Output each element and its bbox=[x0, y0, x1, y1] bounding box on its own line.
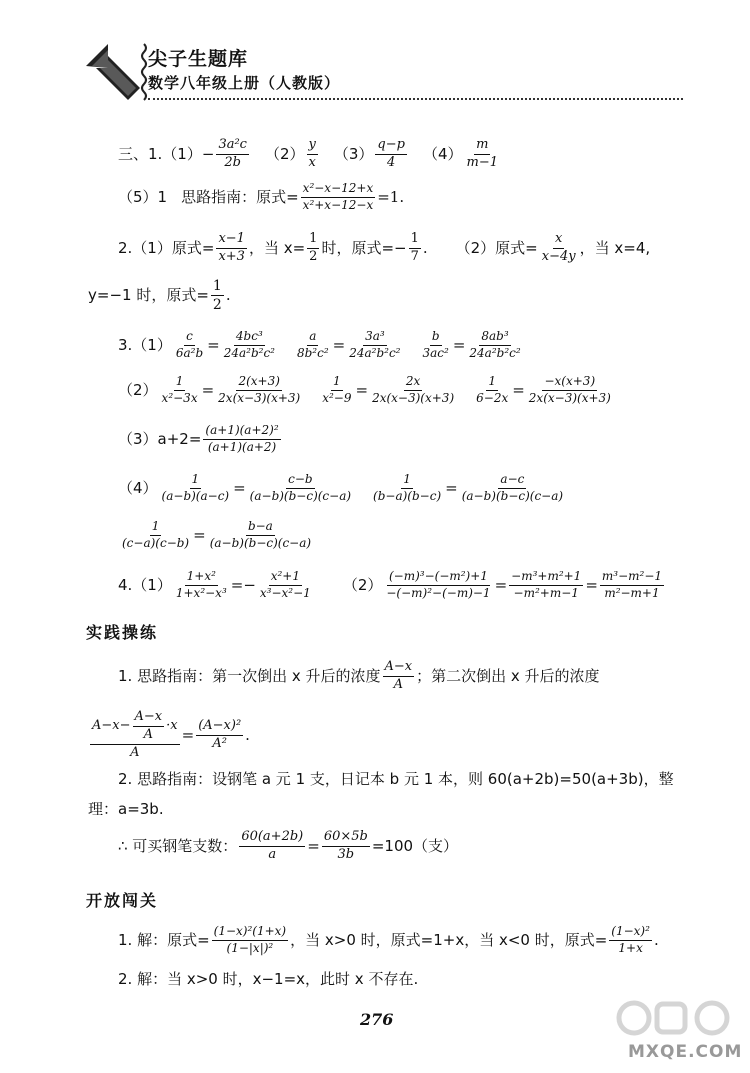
fraction: $\frac{1}{2}$ bbox=[212, 278, 222, 314]
fraction: $\frac{\text{(A−x)²}}{\text{A²}}$ bbox=[198, 717, 242, 751]
book-series-title: 尖子生题库 bbox=[148, 48, 249, 70]
fraction: $\frac{1}{(a-b)(a-c)}$ bbox=[161, 472, 230, 503]
fraction: $\frac{\text{m³−m²−1}}{\text{m²−m+1}}$ bbox=[601, 569, 663, 600]
answer-2-cont: y=−1 时，原式= $\frac{1}{2}$ . bbox=[88, 278, 231, 314]
fraction: $\frac{60(a+2b)}{a}$ bbox=[241, 829, 304, 862]
fraction: $\frac{c-b}{(a-b)(b-c)(c-a)}$ bbox=[249, 472, 352, 503]
fraction: $\frac{\text{x²+1}}{\text{x³−x²−1}}$ bbox=[259, 569, 311, 600]
page-number: 276 bbox=[360, 1010, 394, 1029]
practice-1-formula: A−x− $\frac{A-x}{A}$ ·x A = $\frac{\text{(A−x)²}}{\text{A²}}$ . bbox=[92, 709, 250, 760]
practice-2-line1: 2. 思路指南：设钢笔 a 元 1 支，日记本 b 元 1 本，则 60(a+2b)=50(a+3b)，整 bbox=[118, 770, 674, 788]
fraction: $\frac{x-1}{x+3}$ bbox=[218, 231, 245, 264]
fraction: $\frac{\text{1+x²}}{\text{1+x²−x³}}$ bbox=[175, 569, 227, 600]
fraction: $\frac{\text{8ab³}}{\text{24a²b²c²}}$ bbox=[469, 329, 521, 360]
fraction: $\frac{a-c}{(a-b)(b-c)(c-a)}$ bbox=[461, 472, 564, 503]
practice-1: 1. 思路指南：第一次倒出 x 升后的浓度 $\frac{A-x}{A}$ ；第二次倒出 x 升后的浓度 bbox=[118, 659, 600, 692]
fraction: $\frac{\text{3a³}}{\text{24a²b²c²}}$ bbox=[349, 329, 401, 360]
fraction: $\frac{\text{(a+1)(a+2)²}}{(a+1)(a+2)}$ bbox=[205, 423, 279, 454]
fraction: $\frac{\text{(1−x)²(1+x)}}{\text{(1−|x|)²}}$ bbox=[213, 924, 287, 955]
watermark-text: MXQE.COM bbox=[628, 1042, 743, 1062]
open-2: 2. 解：当 x>0 时，x−1=x，此时 x 不存在. bbox=[118, 970, 419, 988]
fraction: $\frac{\text{3a²c}}{2b}$ bbox=[218, 137, 247, 170]
fraction: $\frac{c}{\text{6a²b}}$ bbox=[175, 329, 204, 360]
fraction: $\frac{\text{(−m)³−(−m²)+1}}{\text{−(−m)²−(−m)−1}}$ bbox=[386, 569, 491, 600]
section-heading-practice: 实践操练 bbox=[86, 623, 159, 642]
fraction: $\frac{q-p}{4}$ bbox=[377, 137, 405, 170]
fraction: $\frac{2(x+3)}{2x(x-3)(x+3)}$ bbox=[218, 374, 301, 405]
fraction: $\frac{1}{\text{x²−3x}}$ bbox=[161, 374, 198, 405]
answer-3-1-5: （5）1 思路指南：原式= $\frac{\text{x²−x−12+x}}{\text{x²+x−12−x}}$ =1. bbox=[118, 181, 405, 212]
section-heading-open: 开放闯关 bbox=[86, 891, 159, 910]
fraction: $\frac{1}{(b-a)(b-c)}$ bbox=[373, 472, 442, 503]
compound-fraction: A−x− $\frac{A-x}{A}$ ·x A bbox=[92, 709, 178, 760]
answer-3-4-row2: $\frac{1}{(c-a)(c-b)}$ = $\frac{b-a}{(a-b)(b-c)(c-a)}$ bbox=[122, 519, 312, 550]
header-divider bbox=[148, 98, 683, 100]
fraction: $\frac{2x}{2x(x-3)(x+3)}$ bbox=[372, 374, 455, 405]
fraction: $\frac{60\times 5b}{3b}$ bbox=[323, 829, 368, 862]
fraction: $\frac{y}{x}$ bbox=[308, 137, 316, 170]
answer-2: 2.（1）原式= $\frac{x-1}{x+3}$ ，当 x= $\frac{1}{2}$ 时，原式=− $\frac{1}{7}$ . （2）原式= $\frac{x}{x-4y}$ ，当 x=4, bbox=[118, 231, 651, 264]
fraction: $\frac{1}{\text{x²−9}}$ bbox=[322, 374, 352, 405]
back-arrow-icon bbox=[78, 38, 158, 118]
practice-2-result: ∴ 可买钢笔支数： $\frac{60(a+2b)}{a}$ = $\frac{60\times 5b}{3b}$ =100（支） bbox=[118, 829, 459, 862]
answer-4-row: 4.（1） $\frac{\text{1+x²}}{\text{1+x²−x³}}$ =− $\frac{\text{x²+1}}{\text{x³−x²−1}}$ （2） $\frac{\text{(−m)³−(−m²)+1}}{\text{−(−m)²−(−m)−1}}$ = $\frac{\text{−m³+m²+1}}{\text{−m²+m−1}}$ = $\frac{\text{m³−m²−1}}{\text{m²−m+1}}$ bbox=[118, 569, 663, 600]
fraction: $\frac{\text{x²−x−12+x}}{\text{x²+x−12−x}}$ bbox=[302, 181, 374, 212]
fraction: $\frac{b}{\text{3ac²}}$ bbox=[422, 329, 449, 360]
fraction: $\frac{1}{(c-a)(c-b)}$ bbox=[122, 519, 190, 550]
fraction: $\frac{\text{(1−x)²}}{1+x}$ bbox=[611, 924, 650, 955]
book-subtitle: 数学八年级上册（人教版） bbox=[148, 74, 341, 92]
open-1: 1. 解：原式= $\frac{\text{(1−x)²(1+x)}}{\text{(1−|x|)²}}$ ，当 x>0 时，原式=1+x，当 x<0 时，原式= $\frac{\text{(1−x)²}}{1+x}$ . bbox=[118, 924, 659, 955]
fraction: $\frac{A-x}{A}$ bbox=[384, 659, 413, 692]
fraction: $\frac{a}{\text{8b²c²}}$ bbox=[296, 329, 329, 360]
answer-3-2-row: （2） $\frac{1}{\text{x²−3x}}$ = $\frac{2(x+3)}{2x(x-3)(x+3)}$ $\frac{1}{\text{x²−9}}$ = $\frac{2x}{2x(x-3)(x+3)}$ $\frac{1}{6-2x}$ = $\frac{-x(x+3)}{2x(x-3)(x+3)}$ bbox=[118, 374, 611, 405]
answer-3-1: 三、1.（1） − $\frac{\text{3a²c}}{2b}$ （2） $\frac{y}{x}$ （3） $\frac{q-p}{4}$ （4） $\frac{m}{m-1}$ bbox=[118, 137, 498, 170]
fraction: $\frac{A-x}{A}$ bbox=[134, 709, 163, 742]
fraction: $\frac{\text{4bc³}}{\text{24a²b²c²}}$ bbox=[223, 329, 275, 360]
fraction: $\frac{m}{m-1}$ bbox=[466, 137, 498, 170]
fraction: $\frac{1}{6-2x}$ bbox=[476, 374, 509, 405]
fraction: $\frac{x}{x-4y}$ bbox=[541, 231, 576, 264]
answer-3-4-row: （4） $\frac{1}{(a-b)(a-c)}$ = $\frac{c-b}{(a-b)(b-c)(c-a)}$ $\frac{1}{(b-a)(b-c)}$ = $\frac{a-c}{(a-b)(b-c)(c-a)}$ bbox=[118, 472, 564, 503]
fraction: $\frac{-x(x+3)}{2x(x-3)(x+3)}$ bbox=[528, 374, 611, 405]
answer-3-3-row: （3）a+2= $\frac{\text{(a+1)(a+2)²}}{(a+1)(a+2)}$ bbox=[118, 423, 279, 454]
fraction: $\frac{b-a}{(a-b)(b-c)(c-a)}$ bbox=[209, 519, 312, 550]
label: 三、1.（1） bbox=[118, 144, 202, 163]
fraction: $\frac{1}{2}$ bbox=[309, 231, 318, 264]
fraction: $\frac{1}{7}$ bbox=[410, 231, 419, 264]
practice-2-line2: 理：a=3b. bbox=[88, 800, 164, 818]
fraction: $\frac{\text{−m³+m²+1}}{\text{−m²+m−1}}$ bbox=[511, 569, 582, 600]
answer-3-1-row: 3.（1） $\frac{c}{\text{6a²b}}$ = $\frac{\text{4bc³}}{\text{24a²b²c²}}$ $\frac{a}{\text{8b²c²}}$ = $\frac{\text{3a³}}{\text{24a²b²c²}}$ $\frac{b}{\text{3ac²}}$ = $\frac{\text{8ab³}}{\text{24a²b²c²}}$ bbox=[118, 329, 521, 360]
